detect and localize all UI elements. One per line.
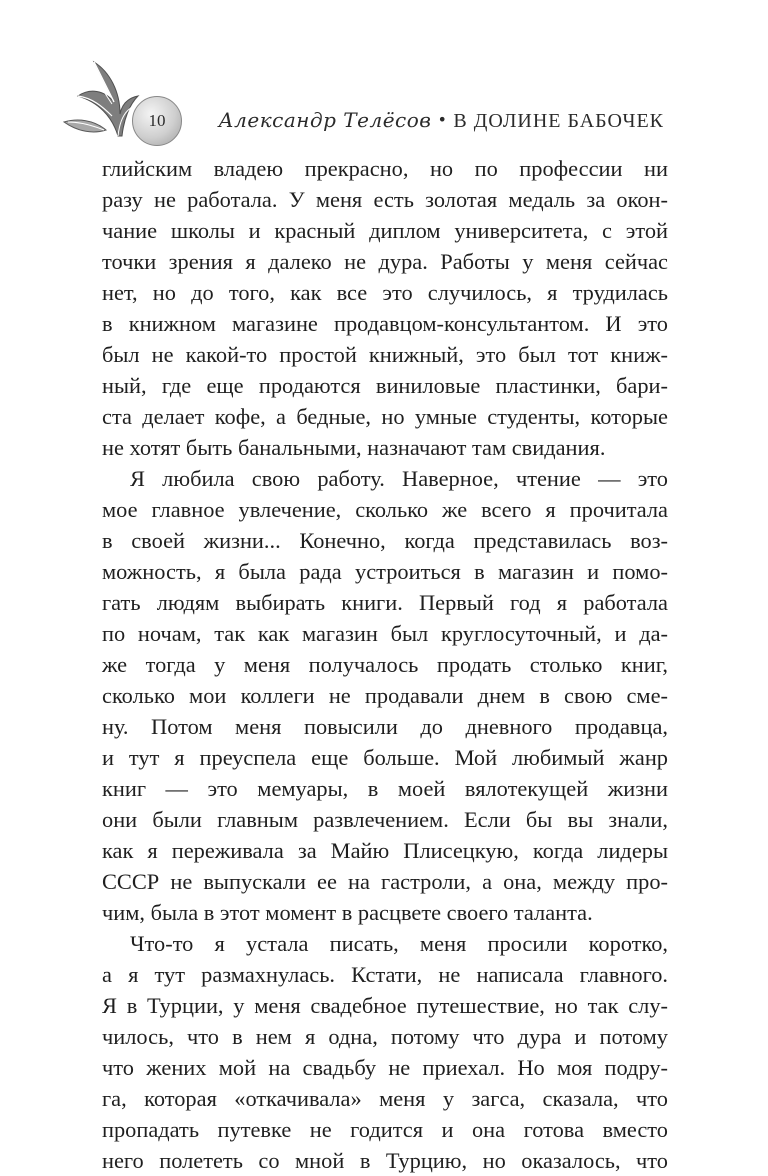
text-line: чим, была в этот момент в расцвете своего таланта. bbox=[102, 900, 593, 925]
page-number: 10 bbox=[132, 96, 182, 146]
text-line: как я переживала за Майю Плисецкую, когда лидеры bbox=[102, 838, 668, 863]
text-line: по ночам, так как магазин был круглосуточный, и да- bbox=[102, 621, 668, 646]
text-line: в книжном магазине продавцом-консультантом. И это bbox=[102, 311, 668, 336]
text-line: разу не работала. У меня есть золотая медаль за окон- bbox=[102, 187, 668, 212]
text-line: пропадать путевке не годится и она готова вместо bbox=[102, 1117, 668, 1142]
text-line: можность, я была рада устроиться в магазин и помо- bbox=[102, 559, 668, 584]
text-line: чилось, что в нем я одна, потому что дура и потому bbox=[102, 1024, 668, 1049]
text-line: они были главным развлечением. Если бы вы знали, bbox=[102, 807, 668, 832]
text-line: гать людям выбирать книги. Первый год я работала bbox=[102, 590, 668, 615]
text-line: ну. Потом меня повысили до дневного продавца, bbox=[102, 714, 668, 739]
text-line: сколько мои коллеги не продавали днем в свою сме- bbox=[102, 683, 668, 708]
text-line: точки зрения я далеко не дура. Работы у меня сейчас bbox=[102, 249, 668, 274]
text-line: Я любила свою работу. Наверное, чтение — это bbox=[130, 466, 668, 491]
text-line: чание школы и красный диплом университета, с этой bbox=[102, 218, 668, 243]
paragraph bbox=[102, 928, 668, 1176]
page-header bbox=[0, 0, 768, 160]
paragraph bbox=[102, 153, 668, 463]
paragraph bbox=[102, 463, 668, 928]
text-line: СССР не выпускали ее на гастроли, а она, между про- bbox=[102, 869, 668, 894]
text-line: мое главное увлечение, сколько же всего я прочитала bbox=[102, 497, 668, 522]
text-line: не хотят быть банальными, назначают там свидания. bbox=[102, 435, 606, 460]
text-line: же тогда у меня получалось продать столько книг, bbox=[102, 652, 668, 677]
running-head-separator: • bbox=[437, 110, 448, 129]
text-line: нет, но до того, как все это случилось, я трудилась bbox=[102, 280, 668, 305]
text-line: глийским владею прекрасно, но по профессии ни bbox=[102, 156, 668, 181]
text-line: него полететь со мной в Турцию, но оказалось, что bbox=[102, 1148, 668, 1173]
text-line: ный, где еще продаются виниловые пластинки, бари- bbox=[102, 373, 668, 398]
text-line: а я тут размахнулась. Кстати, не написала главного. bbox=[102, 962, 668, 987]
running-head-author: Александр Телёсов bbox=[218, 108, 432, 132]
running-head bbox=[219, 108, 664, 133]
running-head-title: В ДОЛИНЕ БАБОЧЕК bbox=[453, 110, 664, 132]
text-line: книг — это мемуары, в моей вялотекущей жизни bbox=[102, 776, 668, 801]
text-line: был не какой-то простой книжный, это был тот книж- bbox=[102, 342, 668, 367]
text-line: Я в Турции, у меня свадебное путешествие, но так слу- bbox=[102, 993, 668, 1018]
text-line: ста делает кофе, а бедные, но умные студенты, которые bbox=[102, 404, 668, 429]
text-line: га, которая «откачивала» меня у загса, сказала, что bbox=[102, 1086, 668, 1111]
text-line: что жених мой на свадьбу не приехал. Но моя подру- bbox=[102, 1055, 668, 1080]
body-text bbox=[102, 153, 668, 1176]
text-line: в своей жизни... Конечно, когда представилась воз- bbox=[102, 528, 668, 553]
text-line: и тут я преуспела еще больше. Мой любимый жанр bbox=[102, 745, 668, 770]
text-line: Что-то я устала писать, меня просили коротко, bbox=[130, 931, 668, 956]
